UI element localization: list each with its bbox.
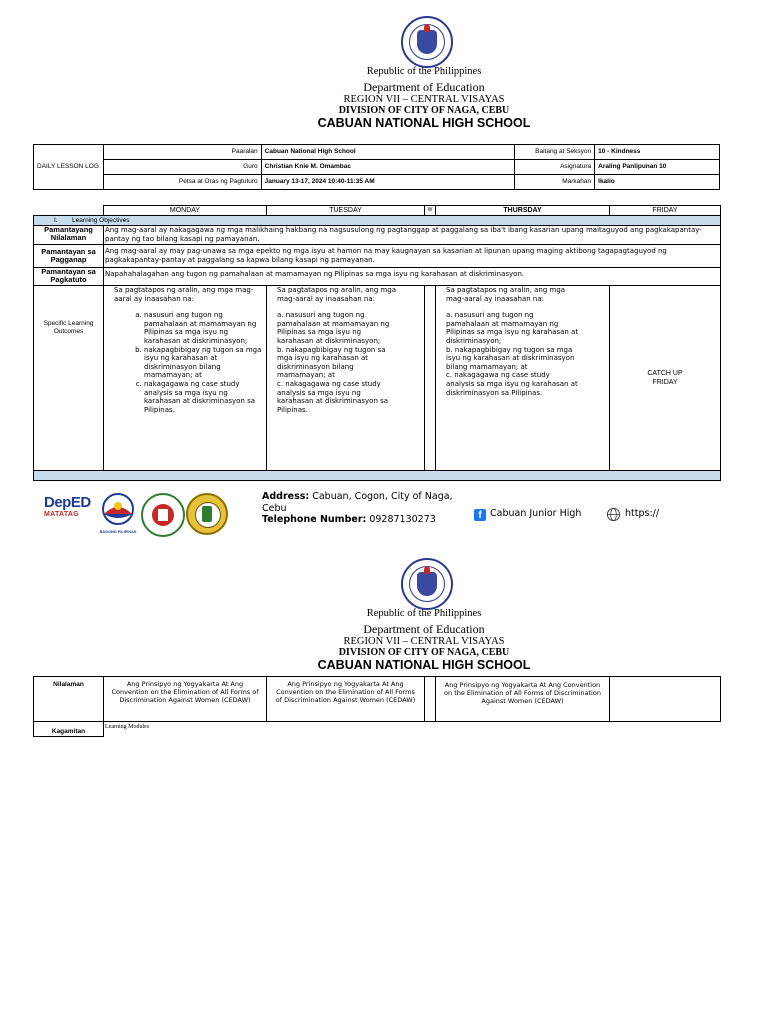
facebook-icon: f [474, 509, 486, 521]
paaralan-value: Cabuan National High School [261, 145, 515, 160]
bagong-pilipinas-logo [98, 492, 138, 536]
petsa-value: January 13-17, 2024 10:40-11:35 AM [261, 175, 515, 190]
content-table [33, 676, 721, 737]
paaralan-label: Paaralan [103, 145, 261, 160]
guro-label: Guro [103, 160, 261, 175]
monday-outcomes [104, 286, 267, 471]
bagong-pilipinas-icon [98, 492, 138, 526]
day-tuesday: TUESDAY [267, 206, 425, 216]
deped-matatag-logo [44, 494, 92, 536]
section-learning-objectives: I. Learning Objectives [34, 216, 721, 226]
day-thursday: THURSDAY [436, 206, 610, 216]
republic-text: Republic of the Philippines [366, 66, 482, 77]
globe-icon [606, 507, 621, 522]
division-text-page2: DIVISION OF CITY OF NAGA, CEBU [338, 647, 510, 658]
school-name: CABUAN NATIONAL HIGH SCHOOL [317, 116, 531, 130]
region-text-page2: REGION VII – CENTRAL VISAYAS [343, 636, 505, 647]
school-name-page2: CABUAN NATIONAL HIGH SCHOOL [317, 658, 531, 672]
baitang-label: Baitang at Seksyon [515, 145, 595, 160]
website-url: https:// [625, 508, 660, 519]
day-monday: MONDAY [104, 206, 267, 216]
tuesday-item-a: a. nasusuri ang tugon ng pamahalaan at mamamayan ng Pilipinas sa mga isyu ng karahasan at diskriminasyon; [277, 311, 390, 345]
guro-value: Christian Knie M. Omambac [261, 160, 515, 175]
deped-wordmark: DepED [44, 494, 91, 511]
school-seal [186, 493, 228, 535]
pamantayan-pagganap-text: Ang mag-aaral ay may pag-unawa sa mga epekto ng mga isyu at hamon na may kaugnayan sa kasarian at lipunan upang maging aktibong tagapagtaguyod ng pagkakapantay-pantay at paggalang sa kapwa bilang kasapi ng pamayanan. [104, 245, 721, 268]
website-link[interactable] [606, 507, 726, 523]
thursday-intro: Sa pagtatapos ng aralin, ang mga mag-aaral ay inaasahan na: [446, 286, 566, 303]
friday-catch-up: CATCH UP FRIDAY [610, 286, 721, 471]
nilalaman-tuesday: Ang Prinsipyo ng Yogyakarta At Ang Convention on the Elimination of All Forms of Discrimination Against Women (CEDAW) [267, 677, 425, 722]
thursday-item-a: a. nasusuri ang tugon ng pamahalaan at mamamayan ng Pilipinas sa mga isyu ng karahasan at diskriminasyon; [446, 311, 579, 345]
pamantayan-pagganap-label: Pamantayan sa Pagganap [34, 245, 104, 268]
tuesday-item-b: b. nakapagbibigay ng tugon sa mga isyu ng karahasan at diskriminasyon bilang mamamayan; at [277, 345, 386, 380]
thursday-outcomes [436, 286, 610, 471]
pamantayang-nilalaman-text: Ang mag-aaral ay nakagagawa ng mga malikhaing hakbang na nagsusulong ng pagtanggap at paggalang sa iba't ibang kasarian upang maitaguyod ang pagkakapantay-pantay ng tao bilang kasapi ng pamayanan. [104, 226, 721, 245]
day-wednesday: W [425, 206, 436, 216]
objectives-table [33, 205, 721, 481]
deped-seal [401, 16, 453, 68]
tuesday-item-c: c. nakagagawa ng case study analysis sa mga isyu ng karahasan at diskriminasyon sa Pilipinas. [277, 379, 389, 414]
asignatura-label: Asignatura [515, 160, 595, 175]
asignatura-value: Araling Panlipunan 10 [595, 160, 720, 175]
address-block [262, 491, 462, 515]
facebook-page-name: Cabuan Junior High [490, 508, 582, 519]
department-text-page2: Department of Education [363, 622, 485, 636]
division-text: DIVISION OF CITY OF NAGA, CEBU [338, 105, 510, 116]
nilalaman-label: Nilalaman [34, 677, 104, 722]
pamantayang-nilalaman-label: Pamantayang Nilalaman [34, 226, 104, 245]
pamantayan-pagkatuto-label: Pamantayan sa Pagkatuto [34, 268, 104, 286]
region-text: REGION VII – CENTRAL VISAYAS [343, 94, 505, 105]
petsa-label: Petsa at Oras ng Pagtuturo [103, 175, 261, 190]
markahan-label: Markahan [515, 175, 595, 190]
thursday-item-c: c. nakagagawa ng case study analysis sa mga isyu ng karahasan at diskriminasyon sa Pilipinas. [446, 371, 578, 397]
thursday-item-b: b. nakapagbibigay ng tugon sa mga isyu ng karahasan at diskriminasyon bilang mamamayan; at [446, 345, 575, 371]
kagamitan-value: Learning Modules [104, 722, 721, 737]
daily-lesson-log-title: DAILY LESSON LOG [34, 145, 104, 190]
day-friday: FRIDAY [610, 206, 721, 216]
facebook-link[interactable] [474, 508, 604, 522]
specific-learning-outcomes-label: Specific Learning Outcomes [34, 286, 104, 471]
bagong-pilipinas-text: BAGONG PILIPINAS [99, 530, 137, 534]
republic-text-page2: Republic of the Philippines [366, 608, 482, 619]
markahan-value: Ikalio [595, 175, 720, 190]
monday-item-b: b. nakapagbibigay ng tugon sa mga isyu ng karahasan at diskriminasyon bilang mamamayan; at [144, 346, 262, 380]
tuesday-intro: Sa pagtatapos ng aralin, ang mga mag-aaral ay inaasahan na: [277, 286, 397, 303]
telephone-block [262, 514, 462, 525]
nilalaman-thursday: Ang Prinsipyo ng Yogyakarta At Ang Convention on the Elimination of All Forms of Discrimination Against Women (CEDAW) [436, 677, 610, 722]
department-text: Department of Education [363, 80, 485, 94]
telephone-label: Telephone Number: [262, 514, 367, 525]
monday-item-c: c. nakagagawa ng case study analysis sa mga isyu ng karahasan at diskriminasyon sa Pilipinas. [144, 380, 262, 414]
division-seal [141, 493, 185, 537]
telephone-value: 09287130273 [366, 514, 436, 525]
info-table [33, 144, 720, 190]
kagamitan-label: Kagamitan [34, 722, 104, 737]
pamantayan-pagkatuto-text: Napahahalagahan ang tugon ng pamahalaan at mamamayan ng Pilipinas sa mga isyu ng karahasan at diskriminasyon. [104, 268, 721, 286]
baitang-value: 10 - Kindness [595, 145, 720, 160]
nilalaman-monday: Ang Prinsipyo ng Yogyakarta At Ang Convention on the Elimination of All Forms of Discrimination Against Women (CEDAW) [104, 677, 267, 722]
deped-seal-page2 [401, 558, 453, 610]
matatag-wordmark: MATATAG [44, 511, 80, 518]
monday-intro: Sa pagtatapos ng aralin, ang mga mag-aaral ay inaasahan na: [114, 286, 254, 303]
tuesday-outcomes [267, 286, 425, 471]
address-value: Cabuan, Cogon, City of Naga, Cebu [262, 491, 453, 514]
section-divider [34, 471, 721, 481]
monday-item-a: a. nasusuri ang tugon ng pamahalaan at mamamayan ng Pilipinas sa mga isyu ng karahasan at diskriminasyon; [144, 311, 262, 345]
address-label: Address: [262, 491, 310, 502]
